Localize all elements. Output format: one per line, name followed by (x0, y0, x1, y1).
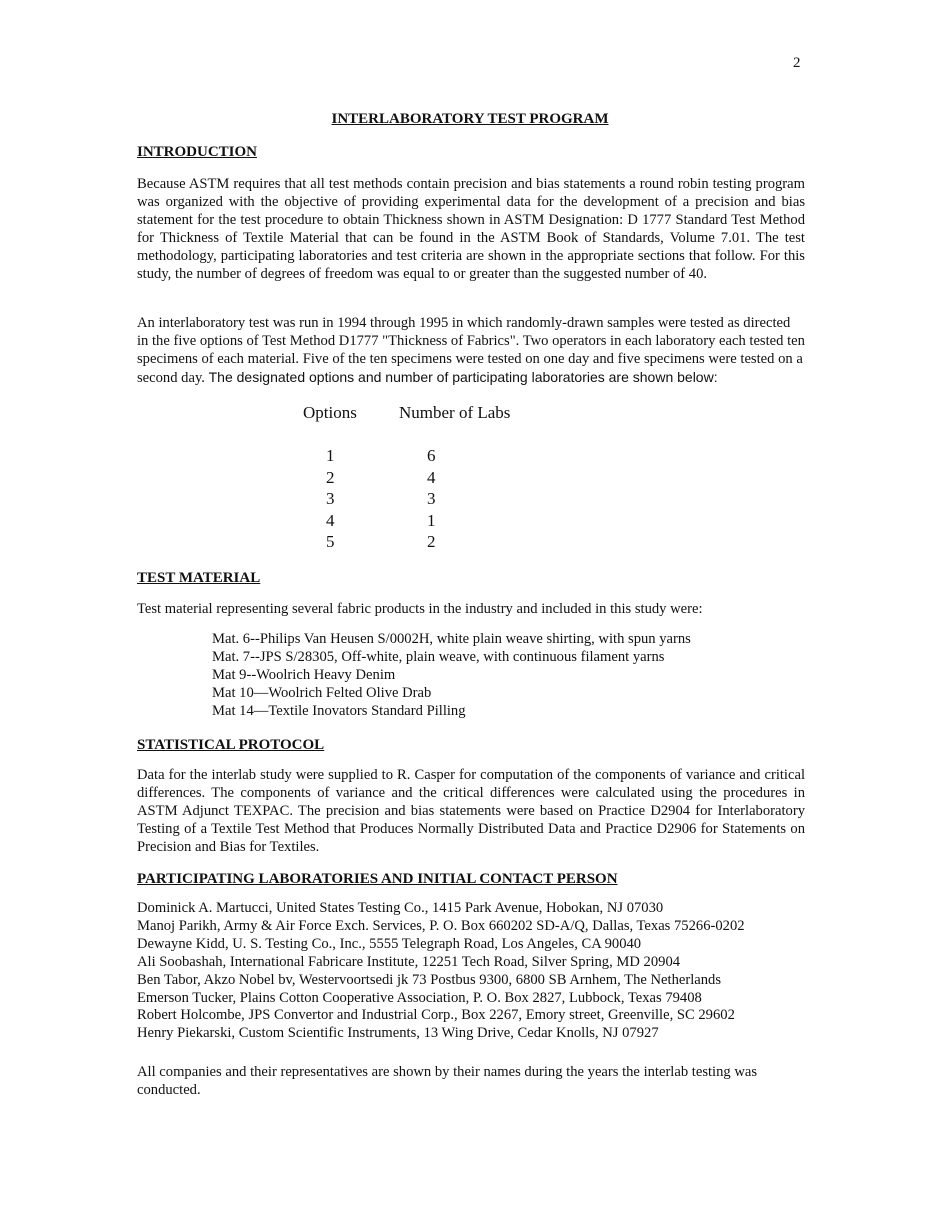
closing-note: All companies and their representatives are shown by their names during the years the interlab testing was conducted. (137, 1064, 758, 1098)
lab-entry: Dominick A. Martucci, United States Testing Co., 1415 Park Avenue, Hobokan, NJ 07030 (137, 900, 664, 916)
labs-value: 1 (427, 511, 436, 530)
labs-value: 4 (427, 468, 436, 487)
labs-header: Number of Labs (399, 403, 511, 422)
labs-value: 3 (427, 489, 436, 508)
lab-list (137, 900, 745, 1043)
introduction-paragraph-1: Because ASTM requires that all test methods contain precision and bias statements a round robin testing program was organized with the objective of providing experimental data for the development of a precision and bias statement for the test procedure to obtain Thickness shown in ASTM Designation: D 1777 Standard Test Method for Thickness of Textile Material that can be found in the ASTM Book of Standards, Volume 7.01. The test methodology, participating laboratories and test criteria are shown in the appropriate sections that follow. For this study, the number of degrees of freedom was equal to or greater than the suggested number of 40. (137, 176, 805, 282)
lab-entry: Ali Soobashah, International Fabricare Institute, 12251 Tech Road, Silver Spring, MD 20904 (137, 953, 681, 970)
option-value: 5 (326, 532, 335, 551)
document-title: INTERLABORATORY TEST PROGRAM (331, 111, 609, 127)
labs-value: 2 (427, 532, 436, 551)
lab-entry: Manoj Parikh, Army & Air Force Exch. Services, P. O. Box 660202 SD-A/Q, Dallas, Texas 75266-0202 (137, 917, 745, 934)
option-value: 2 (326, 468, 335, 487)
material-item: Mat 9--Woolrich Heavy Denim (212, 666, 396, 683)
option-value: 3 (326, 489, 335, 508)
introduction-paragraph-2 (137, 315, 805, 388)
options-header: Options (303, 403, 357, 422)
lab-entry: Ben Tabor, Akzo Nobel bv, Westervoortsedi jk 73 Postbus 9300, 6800 SB Arnhem, The Netherlands (137, 971, 722, 988)
lab-entry: Robert Holcombe, JPS Convertor and Industrial Corp., Box 2267, Emory street, Greenville, SC 29602 (137, 1007, 735, 1024)
statistical-protocol-heading: STATISTICAL PROTOCOL (137, 737, 325, 753)
lab-entry: Emerson Tucker, Plains Cotton Cooperative Association, P. O. Box 2827, Lubbock, Texas 79408 (137, 989, 702, 1006)
participating-labs-heading: PARTICIPATING LABORATORIES AND INITIAL CONTACT PERSON (137, 871, 618, 887)
option-value: 1 (326, 446, 335, 465)
material-list (212, 631, 691, 721)
introduction-heading: INTRODUCTION (137, 144, 258, 160)
material-item: Mat 14—Textile Inovators Standard Pilling (212, 702, 466, 719)
introduction-paragraph-2-tail: The designated options and number of participating laboratories are shown below: (208, 368, 718, 385)
test-material-heading: TEST MATERIAL (137, 570, 261, 586)
lab-entry: Henry Piekarski, Custom Scientific Instruments, 13 Wing Drive, Cedar Knolls, NJ 07927 (137, 1025, 659, 1042)
material-item: Mat 10—Woolrich Felted Olive Drab (212, 684, 432, 701)
lab-entry: Dewayne Kidd, U. S. Testing Co., Inc., 5555 Telegraph Road, Los Angeles, CA 90040 (137, 935, 642, 952)
material-item: Mat. 6--Philips Van Heusen S/0002H, white plain weave shirting, with spun yarns (212, 631, 691, 647)
material-item: Mat. 7--JPS S/28305, Off-white, plain weave, with continuous filament yarns (212, 648, 665, 665)
introduction-paragraph-2-text: An interlaboratory test was run in 1994 through 1995 in which randomly-drawn samples were tested as directed in the five options of Test Method D1777 "Thickness of Fabrics". Two operators in each laboratory each tested ten specimens of each material. Five of the ten specimens were tested on one day and five specimens were tested on a second day. (137, 315, 805, 386)
page-number: 2 (793, 55, 801, 71)
option-value: 4 (326, 511, 335, 530)
statistical-protocol-text: Data for the interlab study were supplied to R. Casper for computation of the components of variance and critical differences. The components of variance and the critical differences were calculated using the procedures in ASTM Adjunct TEXPAC. The precision and bias statements were based on Practice D2904 for Interlaboratory Testing of a Textile Test Method that Produces Normally Distributed Data and Practice D2906 for Statements on Precision and Bias for Textiles. (137, 767, 805, 855)
test-material-intro: Test material representing several fabric products in the industry and included in this study were: (137, 601, 703, 617)
labs-value: 6 (427, 446, 436, 465)
